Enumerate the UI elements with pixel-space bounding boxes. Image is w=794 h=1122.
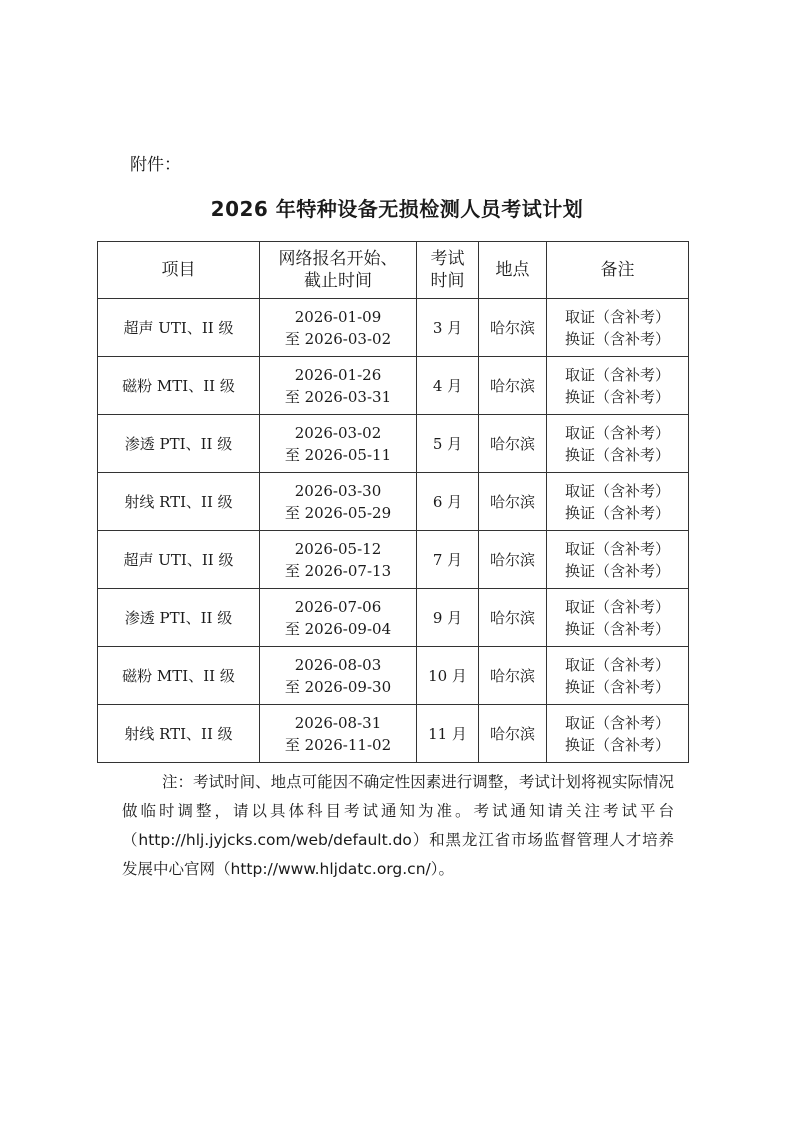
cell-project: 超声 UTI、II 级 [98,531,260,589]
cell-project: 磁粉 MTI、II 级 [98,357,260,415]
cell-registration-period [260,531,417,589]
cell-location: 哈尔滨 [479,589,547,647]
cell-remark-certify: 取证（含补考） [564,307,670,326]
cell-exam-month: 3 月 [417,299,479,357]
cell-start-date: 2026-01-09 [294,307,382,326]
cell-remarks [547,473,689,531]
table-row [98,589,689,647]
cell-project: 磁粉 MTI、II 级 [98,647,260,705]
cell-project: 射线 RTI、II 级 [98,705,260,763]
cell-remarks [547,299,689,357]
cell-location: 哈尔滨 [479,647,547,705]
exam-plan-table [97,241,689,763]
cell-registration-period [260,357,417,415]
cell-remarks [547,531,689,589]
document-title: 2026 年特种设备无损检测人员考试计划 [210,197,584,221]
cell-location: 哈尔滨 [479,531,547,589]
cell-exam-month: 7 月 [417,531,479,589]
cell-remark-renew: 换证（含补考） [564,329,670,348]
cell-project: 射线 RTI、II 级 [98,473,260,531]
cell-exam-month: 5 月 [417,415,479,473]
cell-location: 哈尔滨 [479,299,547,357]
footnote-text: 注：考试时间、地点可能因不确定性因素进行调整，考试计划将视实际情况做临时调整，请以具体科目考试通知为准。考试通知请关注考试平台（http://hlj.jyjcks.com/web/default.do）和黑龙江省市场监督管理人才培养发展中心官网（http://www.hljdatc.org.cn/）。 [122,773,674,878]
cell-start-date: 2026-07-06 [294,597,382,616]
cell-registration-period [260,647,417,705]
cell-remark-renew: 换证（含补考） [564,735,670,754]
cell-end-date: 至 2026-07-13 [284,561,392,580]
header-remarks: 备注 [547,242,689,299]
cell-remark-renew: 换证（含补考） [564,561,670,580]
cell-exam-month: 11 月 [417,705,479,763]
cell-remark-certify: 取证（含补考） [564,655,670,674]
cell-project: 渗透 PTI、II 级 [98,589,260,647]
cell-exam-month: 6 月 [417,473,479,531]
cell-remark-certify: 取证（含补考） [564,365,670,384]
cell-remarks [547,357,689,415]
cell-remark-certify: 取证（含补考） [564,597,670,616]
table-row [98,531,689,589]
cell-remark-renew: 换证（含补考） [564,387,670,406]
table-row [98,473,689,531]
cell-remark-certify: 取证（含补考） [564,539,670,558]
cell-end-date: 至 2026-09-04 [284,619,392,638]
cell-end-date: 至 2026-09-30 [284,677,392,696]
cell-end-date: 至 2026-03-02 [284,329,392,348]
cell-remark-certify: 取证（含补考） [564,713,670,732]
cell-registration-period [260,415,417,473]
header-exam-time [417,242,479,299]
table-row [98,705,689,763]
table-row [98,299,689,357]
cell-registration-period [260,299,417,357]
cell-start-date: 2026-01-26 [294,365,382,384]
cell-remark-renew: 换证（含补考） [564,619,670,638]
cell-start-date: 2026-03-30 [294,481,382,500]
cell-remarks [547,415,689,473]
cell-location: 哈尔滨 [479,705,547,763]
cell-remark-renew: 换证（含补考） [564,677,670,696]
footnote [122,768,674,884]
cell-location: 哈尔滨 [479,357,547,415]
cell-location: 哈尔滨 [479,415,547,473]
cell-exam-month: 9 月 [417,589,479,647]
header-registration-line2: 截止时间 [304,271,372,291]
cell-registration-period [260,589,417,647]
header-project: 项目 [98,242,260,299]
attachment-label: 附件： [130,155,181,175]
cell-exam-month: 4 月 [417,357,479,415]
cell-project: 渗透 PTI、II 级 [98,415,260,473]
cell-end-date: 至 2026-05-29 [284,503,392,522]
table-row [98,647,689,705]
cell-remark-certify: 取证（含补考） [564,423,670,442]
table-row [98,357,689,415]
header-exam-time-line1: 考试 [430,249,465,269]
table-header-row [98,242,689,299]
cell-end-date: 至 2026-05-11 [284,445,392,464]
cell-remark-renew: 换证（含补考） [564,445,670,464]
cell-end-date: 至 2026-11-02 [284,735,392,754]
header-location: 地点 [479,242,547,299]
cell-location: 哈尔滨 [479,473,547,531]
cell-start-date: 2026-03-02 [294,423,382,442]
cell-remarks [547,589,689,647]
header-exam-time-line2: 时间 [430,271,465,291]
header-registration-line1: 网络报名开始、 [278,249,398,269]
cell-end-date: 至 2026-03-31 [284,387,392,406]
cell-remark-renew: 换证（含补考） [564,503,670,522]
cell-remarks [547,705,689,763]
header-registration-period [260,242,417,299]
table-row [98,415,689,473]
cell-start-date: 2026-05-12 [294,539,382,558]
cell-exam-month: 10 月 [417,647,479,705]
cell-remark-certify: 取证（含补考） [564,481,670,500]
cell-project: 超声 UTI、II 级 [98,299,260,357]
cell-start-date: 2026-08-31 [294,713,382,732]
cell-remarks [547,647,689,705]
cell-start-date: 2026-08-03 [294,655,382,674]
cell-registration-period [260,473,417,531]
cell-registration-period [260,705,417,763]
